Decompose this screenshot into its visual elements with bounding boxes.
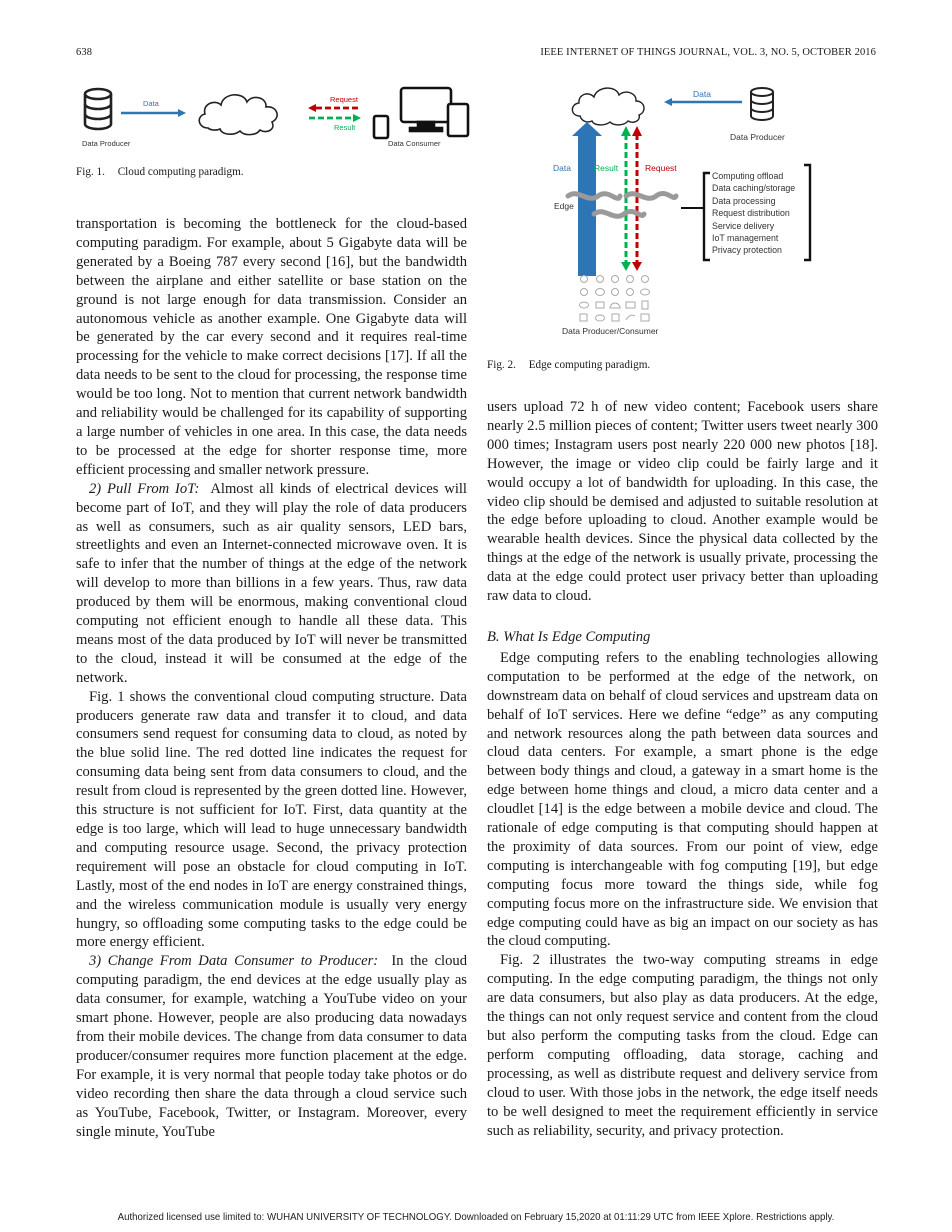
paragraph: Edge computing refers to the enabling technologies allowing computation to be performed at the edge of the network, on downstream data on behalf of cloud services and upstream data on behalf of IoT services. Here we define “edge” as any computing and network resources along the path between data sources and cloud data centers. For example, a smart phone is the edge between body things and cloud, a gateway in a smart home is the edge between home things and cloud, a micro data center and a cloudlet [14] is the edge between a mobile device and cloud. The rationale of edge computing is that computing should happen at the proximity of data sources. From our point of view, edge computing is interchangeable with fog computing [19], but edge computing focus more toward the things side, while fog computing focus more on the infrastructure side. We envision that edge computing could have as big an impact on our society as has the cloud computing.: [487, 649, 878, 950]
figure-1: [76, 78, 476, 150]
right-column: [487, 398, 878, 1140]
figure-2-caption: [487, 359, 650, 371]
paragraph: Fig. 2 illustrates the two-way computing streams in edge computing. In the edge computing paradigm, the things not only are data consumers, but also play as data producers. At the edge, the things can not only request service and content from the cloud but also perform the computing tasks from the cloud. Edge can perform computing offloading, data storage, caching and processing, as well as distribute request and delivery service from cloud to user. With those jobs in the network, the edge itself needs to be well designed to meet the requirement efficiently in service such as reliability, security, and privacy protection.: [487, 952, 878, 1139]
data-arrow-icon: [664, 98, 742, 106]
page-number: 638: [76, 47, 93, 58]
left-column: [76, 215, 467, 1141]
subsection-heading: 2) Pull From IoT:: [89, 480, 200, 497]
subsection-heading: 3) Change From Data Consumer to Producer:: [89, 953, 379, 970]
database-icon: [751, 88, 773, 120]
function-item: Service delivery: [712, 220, 775, 231]
section-heading: B. What Is Edge Computing: [487, 628, 651, 645]
fig2-result-label: Result: [594, 163, 619, 173]
request-arrow-icon: [308, 104, 359, 112]
figure-2-label: Fig. 2.: [487, 359, 516, 371]
data-arrow-icon: [121, 109, 186, 117]
paragraph: users upload 72 h of new video content; Facebook users share nearly 2.5 million pieces of content; Twitter users tweet nearly 300 000 times; Instagram users post nearly 220 000 new photos [18]. However, the image or video clip could be fairly large and it would occupy a lot of bandwidth for uploading. In this case, the video clip should be demised and adjusted to suitable resolution at the edge before uploading to cloud. Another example would be wearable health devices. Since the physical data collected by the things at the edge of the network is usually private, processing the data at the edge could protect user privacy better than uploading raw data to cloud.: [487, 399, 878, 605]
cloud-icon: [572, 88, 644, 125]
figure-1-caption-text: Cloud computing paradigm.: [117, 166, 244, 178]
fig2-producer-label: Data Producer: [730, 132, 785, 142]
function-item: Data processing: [712, 195, 776, 206]
function-item: IoT management: [712, 233, 779, 244]
function-item: Computing offload: [712, 171, 784, 181]
fig2-request-label: Request: [645, 163, 677, 173]
function-item: Data caching/storage: [712, 183, 796, 194]
fig2-edge-label: Edge: [554, 201, 574, 211]
paragraph-text: In the cloud computing paradigm, the end devices at the edge usually play as data consumer, for example, watching a YouTube video on your smart phone. However, people are also producing data nowadays from their mobile devices. The change from data consumer to data producer/consumer requires more function placement at the edge. For example, it is very normal that people today take photos or do video recording then share the data through a cloud service such as YouTube, Facebook, Twitter, or Instagram. Moreover, every single minute, YouTube: [76, 953, 467, 1140]
fig1-consumer-label: Data Consumer: [388, 139, 441, 148]
journal-header: IEEE INTERNET OF THINGS JOURNAL, VOL. 3, NO. 5, OCTOBER 2016: [540, 47, 876, 58]
function-item: Privacy protection: [712, 245, 782, 256]
result-arrow-icon: [309, 114, 361, 122]
cloud-icon: [199, 95, 277, 135]
database-icon: [85, 89, 111, 129]
figure-1-label: Fig. 1.: [76, 166, 105, 178]
function-item: Request distribution: [712, 208, 790, 219]
request-arrow-icon: [632, 126, 642, 271]
fig2-data-left-label: Data: [553, 163, 571, 173]
figure-2-caption-text: Edge computing paradigm.: [528, 359, 651, 371]
devices-icon: [374, 88, 468, 138]
fig1-request-label: Request: [330, 95, 358, 104]
fig2-data-top-label: Data: [693, 89, 711, 99]
fig1-data-label: Data: [143, 99, 159, 108]
fig1-result-label: Result: [334, 123, 356, 132]
paragraph: Fig. 1 shows the conventional cloud computing structure. Data producers generate raw data and transfer it to cloud, and data consumers send request for consuming data to cloud, as noted by the blue solid line. The red dotted line indicates the request for consuming data being sent from data consumers to cloud, and the result from cloud is represented by the green dotted line. However, this structure is not sufficient for IoT. First, data quantity at the edge is too large, which will lead to huge unnecessary bandwidth and computing resource usage. Second, the privacy protection requirement will pose an obstacle for cloud computing in IoT. Lastly, most of the end nodes in IoT are energy constrained things, and the wireless communication module is usually very energy hungry, so offloading some computing tasks to the edge could be more energy efficient.: [76, 688, 467, 951]
license-footer: Authorized licensed use limited to: WUHAN UNIVERSITY OF TECHNOLOGY. Downloaded on February 15,2020 at 01:11:29 UTC from IEEE Xplore. Restrictions apply.: [117, 1212, 835, 1223]
fig2-bottom-label: Data Producer/Consumer: [562, 326, 659, 336]
paragraph: transportation is becoming the bottleneck for the cloud-based computing paradigm. For example, about 5 Gigabyte data will be generated by a Boeing 787 every second [16], but the bandwidth between the airplane and either satellite or base station on the ground is not large enough for data transmission. Consider an autonomous vehicle as another example. One Gigabyte data will be generated by the car every second and it requires real-time processing for the vehicle to make correct decisions [17]. If all the data needs to be sent to the cloud for processing, the response time would be too long. Not to mention that current network bandwidth and reliability would be challenged for its capability of supporting a large number of vehicles in one area. In this case, the data needs to be processed at the edge for shorter response time, more efficient processing and smaller network pressure.: [76, 216, 467, 478]
paragraph: [76, 952, 467, 1141]
paragraph: [76, 480, 467, 688]
fig1-producer-label: Data Producer: [82, 139, 131, 148]
figure-1-caption: [76, 166, 244, 178]
edge-functions-list: [712, 170, 795, 257]
iot-devices-grid: [580, 276, 650, 322]
figure-2: [548, 78, 838, 338]
paragraph-text: Almost all kinds of electrical devices will become part of IoT, and they will play the role of data producers as well as consumers, such as air quality sensors, LED bars, streetlights and even an Internet-connected microwave oven. It is safe to infer that the number of things at the edge of the network will develop to more than billions in a few years. Thus, raw data produced by them will be enormous, making conventional cloud computing not efficient enough to handle all these data. This means most of the data produced by IoT will never be transmitted to the cloud, instead it will be consumed at the edge of the network.: [76, 480, 467, 686]
